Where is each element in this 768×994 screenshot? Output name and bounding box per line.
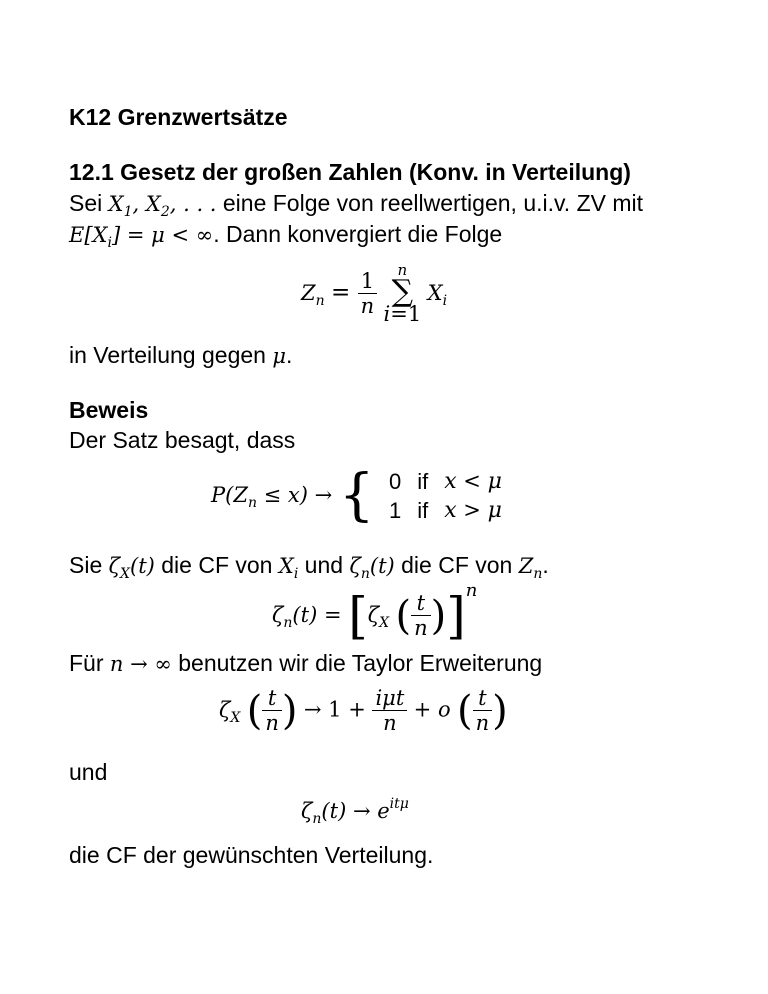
paragraph-statement: Der Satz besagt, dass [69,427,296,453]
equation-distribution-limit: $P(Z_n \le x)$ → { 0 if x < μ 1 if x > μ [211,467,510,525]
case-if: if [417,497,429,523]
text: . Dann konvergiert die Folge [213,221,503,247]
case-row: 1 if x > μ [381,496,510,525]
proof-title: Beweis [69,397,149,423]
paragraph-conclusion: die CF der gewünschten Verteilung. [69,842,434,868]
equation-cf-limit: $\zeta_n(t) \to e^{it\mu}$ [301,796,409,827]
math-expectation: $E[X_i] = \mu$ < ∞ [69,223,214,251]
sum-operator: n ∑ i=1 [383,261,422,326]
paragraph-convergence: in Verteilung gegen μ. [69,342,293,368]
fraction-one-over-n: $\frac{1}{n}$ [358,269,378,318]
case-value: 1 [388,497,402,523]
paragraph-expectation [69,219,502,258]
text: in Verteilung gegen [69,342,273,368]
math-sequence: $X_1$, $X_2$, . . . [108,192,217,220]
equation-cf-power: $\zeta_n(t) = [\zeta_X$ ( $\frac{t}{n}$ )]$^n$ [272,580,478,645]
paragraph-cf-definition: Sie $\zeta_X(t)$ die CF von $X_i$ und $\zeta_n(t)$ die CF von $Z_n$. [69,552,549,582]
left-brace: { [338,463,375,528]
section-title: 12.1 Gesetz der großen Zahlen (Konv. in Verteilung) [69,159,631,185]
equation-zn: $Z_n$ = $\frac{1}{n}$ n ∑ i=1 $X_i$ [301,261,448,326]
text: Sei [69,190,109,216]
cases-table [381,467,510,525]
case-value: 0 [388,468,402,494]
chapter-heading: K12 Grenzwertsätze [69,104,288,130]
paragraph-and: und [69,759,108,785]
case-if: if [417,468,429,494]
equation-taylor-expansion: $\zeta_X$ ( $\frac{t}{n}$ ) → 1 + $\frac{\text{iμt}}{n}$ + o ( $\frac{t}{n}$ ) [219,686,508,735]
case-row: 0 if x < μ [381,467,510,496]
text: eine Folge von reellwertigen, u.i.v. ZV mit [216,190,644,216]
paragraph-taylor: Für n → ∞ benutzen wir die Taylor Erweiterung [69,650,543,676]
